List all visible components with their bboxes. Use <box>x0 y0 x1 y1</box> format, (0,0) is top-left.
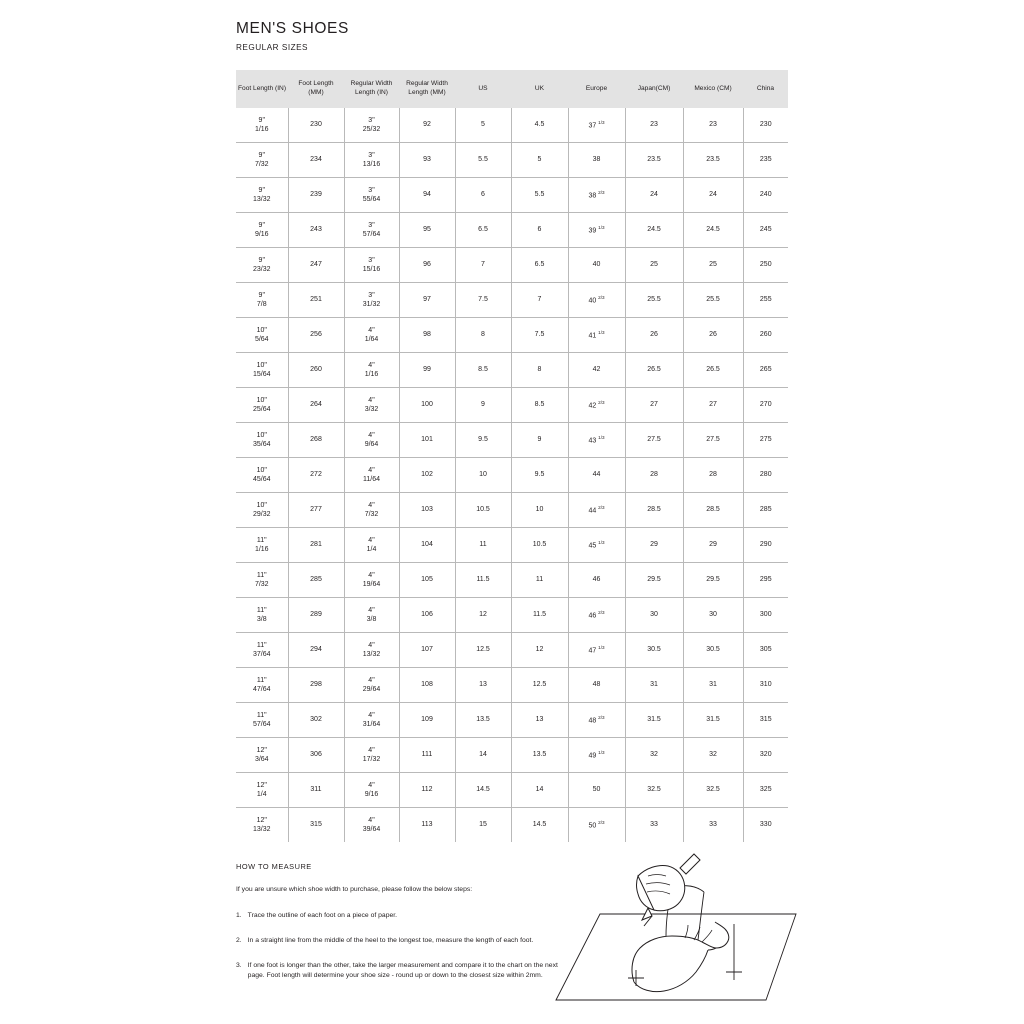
cell-china: 265 <box>743 353 788 388</box>
cell-foot-length-in: 10" 25/64 <box>236 388 288 423</box>
cell-europe: 41 $^{1/3}$ <box>568 318 625 353</box>
cell-japan: 30.5 <box>625 633 683 668</box>
how-to-measure-step <box>236 961 566 981</box>
table-row <box>236 528 788 563</box>
cell-japan: 25.5 <box>625 283 683 318</box>
cell-foot-length-in: 12" 3/64 <box>236 738 288 773</box>
cell-us: 8 <box>455 318 511 353</box>
cell-china: 325 <box>743 773 788 808</box>
cell-mexico: 23.5 <box>683 143 743 178</box>
cell-japan: 25 <box>625 248 683 283</box>
cell-us: 14.5 <box>455 773 511 808</box>
cell-foot-length-mm: 239 <box>288 178 344 213</box>
cell-foot-length-in: 12" 13/32 <box>236 808 288 843</box>
cell-china: 250 <box>743 248 788 283</box>
cell-width-mm: 107 <box>399 633 455 668</box>
cell-uk: 7.5 <box>511 318 568 353</box>
cell-mexico: 25 <box>683 248 743 283</box>
cell-europe: 44 <box>568 458 625 493</box>
cell-japan: 27 <box>625 388 683 423</box>
step-number: 3. <box>236 962 242 970</box>
cell-width-in: 4" 9/64 <box>344 423 399 458</box>
cell-foot-length-in: 9" 1/16 <box>236 108 288 143</box>
cell-japan: 26 <box>625 318 683 353</box>
cell-china: 255 <box>743 283 788 318</box>
cell-foot-length-mm: 277 <box>288 493 344 528</box>
cell-width-in: 4" 31/64 <box>344 703 399 738</box>
cell-uk: 14.5 <box>511 808 568 843</box>
cell-china: 320 <box>743 738 788 773</box>
column-header-europe: Europe <box>568 70 625 108</box>
table-row <box>236 493 788 528</box>
cell-width-mm: 103 <box>399 493 455 528</box>
cell-us: 6.5 <box>455 213 511 248</box>
cell-width-mm: 111 <box>399 738 455 773</box>
cell-china: 305 <box>743 633 788 668</box>
cell-foot-length-in: 10" 45/64 <box>236 458 288 493</box>
column-header-width-in: Regular Width Length (IN) <box>344 70 399 108</box>
cell-width-in: 4" 1/64 <box>344 318 399 353</box>
cell-uk: 5 <box>511 143 568 178</box>
cell-europe: 50 $^{2/3}$ <box>568 808 625 843</box>
cell-china: 330 <box>759 821 772 829</box>
cell-europe: 44 $^{2/3}$ <box>568 493 625 528</box>
cell-japan: 28 <box>625 458 683 493</box>
cell-mexico: 27.5 <box>683 423 743 458</box>
cell-china: 285 <box>743 493 788 528</box>
column-header-foot-length-in: Foot Length (IN) <box>236 70 288 108</box>
cell-us: 12.5 <box>455 633 511 668</box>
cell-foot-length-mm: 294 <box>288 633 344 668</box>
cell-japan: 26.5 <box>625 353 683 388</box>
cell-europe: 49 $^{1/3}$ <box>568 738 625 773</box>
cell-mexico: 28.5 <box>683 493 743 528</box>
cell-width-mm: 108 <box>399 668 455 703</box>
table-row <box>236 423 788 458</box>
cell-width-in: 3" 55/64 <box>344 178 399 213</box>
step-text: If one foot is longer than the other, take the larger measurement and compare it to the chart on the next page. Foot length will determine your shoe size - round up or down to the closest size within 2mm. <box>247 962 558 980</box>
cell-foot-length-mm: 315 <box>288 808 344 843</box>
cell-foot-length-mm: 243 <box>288 213 344 248</box>
cell-foot-length-mm: 260 <box>288 353 344 388</box>
cell-europe: 47 $^{1/3}$ <box>568 633 625 668</box>
cell-foot-length-mm: 256 <box>288 318 344 353</box>
cell-china: 300 <box>743 598 788 633</box>
cell-japan: 32.5 <box>625 773 683 808</box>
cell-us: 13.5 <box>455 703 511 738</box>
cell-uk: 11.5 <box>511 598 568 633</box>
table-row <box>236 108 788 143</box>
cell-width-mm: 99 <box>399 353 455 388</box>
cell-foot-length-in: 11" 1/16 <box>236 528 288 563</box>
cell-foot-length-mm: 302 <box>288 703 344 738</box>
cell-us: 8.5 <box>455 353 511 388</box>
cell-width-in: 4" 1/16 <box>344 353 399 388</box>
cell-mexico: 31.5 <box>683 703 743 738</box>
cell-width-mm: 94 <box>399 178 455 213</box>
cell-width-in: 4" 29/64 <box>344 668 399 703</box>
cell-us: 12 <box>455 598 511 633</box>
cell-foot-length-in: 10" 35/64 <box>236 423 288 458</box>
cell-us: 7 <box>455 248 511 283</box>
cell-width-in: 3" 57/64 <box>344 213 399 248</box>
cell-foot-length-mm: 306 <box>288 738 344 773</box>
cell-europe: 45 $^{1/3}$ <box>568 528 625 563</box>
table-header-row <box>236 70 788 108</box>
cell-uk: 7 <box>511 283 568 318</box>
cell-uk: 6 <box>511 213 568 248</box>
column-header-china: China <box>743 70 788 108</box>
how-to-measure-step <box>236 936 566 946</box>
cell-foot-length-in: 11" 3/8 <box>236 598 288 633</box>
cell-uk: 10 <box>511 493 568 528</box>
cell-mexico: 26.5 <box>683 353 743 388</box>
cell-europe: 38 <box>568 143 625 178</box>
cell-us: 9 <box>455 388 511 423</box>
cell-width-mm: 98 <box>399 318 455 353</box>
how-to-measure-intro: If you are unsure which shoe width to purchase, please follow the below steps: <box>236 886 473 893</box>
cell-uk: 6.5 <box>511 248 568 283</box>
table-row <box>236 388 788 423</box>
cell-width-mm: 93 <box>399 143 455 178</box>
cell-width-in: 3" 13/16 <box>344 143 399 178</box>
cell-width-mm: 112 <box>399 773 455 808</box>
cell-us: 7.5 <box>455 283 511 318</box>
cell-width-in: 4" 19/64 <box>344 563 399 598</box>
cell-foot-length-in: 10" 15/64 <box>236 353 288 388</box>
cell-uk: 5.5 <box>511 178 568 213</box>
cell-japan: 31 <box>625 668 683 703</box>
cell-foot-length-in: 10" 5/64 <box>236 318 288 353</box>
column-header-uk: UK <box>511 70 568 108</box>
cell-mexico: 33 <box>683 808 743 843</box>
cell-width-in: 4" 9/16 <box>344 773 399 808</box>
column-header-japan: Japan(CM) <box>625 70 683 108</box>
how-to-measure-title: HOW TO MEASURE <box>236 862 312 871</box>
cell-uk: 12 <box>511 633 568 668</box>
cell-width-in: 4" 3/8 <box>344 598 399 633</box>
table-row <box>236 143 788 178</box>
cell-japan: 27.5 <box>625 423 683 458</box>
cell-width-mm: 109 <box>399 703 455 738</box>
foot-tracing-illustration <box>548 852 808 1012</box>
cell-foot-length-mm: 289 <box>288 598 344 633</box>
cell-europe: 37 $^{1/3}$ <box>568 108 625 143</box>
cell-europe: 50 <box>568 773 625 808</box>
cell-width-mm: 102 <box>399 458 455 493</box>
table-row <box>236 353 788 388</box>
page-title: MEN'S SHOES <box>236 20 349 37</box>
cell-mexico: 23 <box>683 108 743 143</box>
cell-china: 310 <box>743 668 788 703</box>
cell-japan: 33 <box>625 808 683 843</box>
cell-width-mm: 113 <box>399 808 455 843</box>
step-number: 2. <box>236 937 242 945</box>
table-row <box>236 213 788 248</box>
cell-china: 315 <box>743 703 788 738</box>
cell-uk: 12.5 <box>511 668 568 703</box>
table-row <box>236 248 788 283</box>
step-text: In a straight line from the middle of the heel to the longest toe, measure the length of each foot. <box>247 937 534 945</box>
cell-foot-length-in: 9" 7/32 <box>236 143 288 178</box>
table-row <box>236 178 788 213</box>
table-row <box>236 773 788 808</box>
cell-china: 280 <box>743 458 788 493</box>
cell-mexico: 29.5 <box>683 563 743 598</box>
cell-foot-length-mm: 230 <box>288 108 344 143</box>
cell-japan: 28.5 <box>625 493 683 528</box>
cell-foot-length-mm: 281 <box>288 528 344 563</box>
cell-width-mm: 104 <box>399 528 455 563</box>
cell-foot-length-in: 11" 7/32 <box>236 563 288 598</box>
title-block <box>236 20 349 52</box>
cell-us: 6 <box>455 178 511 213</box>
cell-uk: 14 <box>511 773 568 808</box>
table-row <box>236 808 788 843</box>
cell-uk: 4.5 <box>511 108 568 143</box>
cell-width-mm: 106 <box>399 598 455 633</box>
cell-foot-length-mm: 268 <box>288 423 344 458</box>
step-number: 1. <box>236 911 242 919</box>
cell-foot-length-in: 9" 13/32 <box>236 178 288 213</box>
cell-mexico: 24.5 <box>683 213 743 248</box>
cell-europe: 43 $^{1/3}$ <box>568 423 625 458</box>
cell-mexico: 25.5 <box>683 283 743 318</box>
cell-mexico: 26 <box>683 318 743 353</box>
cell-width-mm: 92 <box>399 108 455 143</box>
cell-foot-length-mm: 234 <box>288 143 344 178</box>
cell-china: 245 <box>743 213 788 248</box>
step-text: Trace the outline of each foot on a piece of paper. <box>247 911 398 919</box>
cell-europe: 42 <box>568 353 625 388</box>
cell-foot-length-in: 9" 23/32 <box>236 248 288 283</box>
cell-foot-length-mm: 264 <box>288 388 344 423</box>
cell-width-in: 4" 3/32 <box>344 388 399 423</box>
table-row <box>236 318 788 353</box>
cell-mexico: 30 <box>683 598 743 633</box>
table-row <box>236 668 788 703</box>
cell-width-mm: 97 <box>399 283 455 318</box>
cell-japan: 23 <box>625 108 683 143</box>
cell-china: 295 <box>743 563 788 598</box>
cell-width-in: 3" 25/32 <box>344 108 399 143</box>
cell-china: 235 <box>743 143 788 178</box>
cell-mexico: 30.5 <box>683 633 743 668</box>
cell-japan: 24 <box>625 178 683 213</box>
table-row <box>236 703 788 738</box>
cell-foot-length-in: 12" 1/4 <box>236 773 288 808</box>
cell-width-in: 4" 13/32 <box>344 633 399 668</box>
cell-foot-length-mm: 311 <box>288 773 344 808</box>
cell-us: 11.5 <box>455 563 511 598</box>
cell-japan: 32 <box>625 738 683 773</box>
cell-foot-length-in: 9" 7/8 <box>236 283 288 318</box>
cell-width-mm: 96 <box>399 248 455 283</box>
cell-mexico: 31 <box>683 668 743 703</box>
cell-foot-length-in: 11" 47/64 <box>236 668 288 703</box>
cell-width-mm: 100 <box>399 388 455 423</box>
cell-china: 270 <box>743 388 788 423</box>
cell-width-in: 4" 11/64 <box>344 458 399 493</box>
table-row <box>236 633 788 668</box>
table-body <box>236 108 788 842</box>
cell-mexico: 29 <box>683 528 743 563</box>
cell-uk: 10.5 <box>511 528 568 563</box>
cell-europe: 40 <box>568 248 625 283</box>
cell-us: 11 <box>455 528 511 563</box>
cell-us: 5 <box>455 108 511 143</box>
cell-japan: 24.5 <box>625 213 683 248</box>
page-subtitle: REGULAR SIZES <box>236 43 309 52</box>
column-header-foot-length-mm: Foot Length (MM) <box>288 70 344 108</box>
cell-foot-length-mm: 285 <box>288 563 344 598</box>
column-header-mexico: Mexico (CM) <box>683 70 743 108</box>
table-row <box>236 738 788 773</box>
cell-us: 15 <box>455 808 511 843</box>
cell-mexico: 32 <box>683 738 743 773</box>
cell-us: 9.5 <box>455 423 511 458</box>
cell-europe: 38 $^{2/3}$ <box>568 178 625 213</box>
cell-mexico: 24 <box>683 178 743 213</box>
how-to-measure-section <box>236 862 566 997</box>
cell-uk: 9.5 <box>511 458 568 493</box>
table-row <box>236 563 788 598</box>
cell-china: 230 <box>743 108 788 143</box>
column-header-width-mm: Regular Width Length (MM) <box>399 70 455 108</box>
cell-width-in: 4" 39/64 <box>344 808 399 843</box>
cell-china: 260 <box>743 318 788 353</box>
cell-width-in: 4" 7/32 <box>344 493 399 528</box>
cell-uk: 9 <box>511 423 568 458</box>
cell-europe: 40 $^{2/3}$ <box>568 283 625 318</box>
column-header-us: US <box>455 70 511 108</box>
cell-us: 10 <box>455 458 511 493</box>
cell-mexico: 28 <box>683 458 743 493</box>
cell-uk: 8 <box>511 353 568 388</box>
cell-japan: 23.5 <box>625 143 683 178</box>
cell-width-in: 4" 1/4 <box>344 528 399 563</box>
cell-width-in: 4" 17/32 <box>344 738 399 773</box>
cell-europe: 46 <box>568 563 625 598</box>
cell-us: 5.5 <box>455 143 511 178</box>
cell-foot-length-in: 11" 57/64 <box>236 703 288 738</box>
table-row <box>236 598 788 633</box>
cell-mexico: 27 <box>683 388 743 423</box>
size-chart-table <box>236 70 788 842</box>
cell-china: 240 <box>743 178 788 213</box>
cell-width-mm: 105 <box>399 563 455 598</box>
cell-foot-length-mm: 247 <box>288 248 344 283</box>
cell-uk: 13.5 <box>511 738 568 773</box>
cell-us: 10.5 <box>455 493 511 528</box>
cell-china: 275 <box>743 423 788 458</box>
cell-mexico: 32.5 <box>683 773 743 808</box>
cell-europe: 48 <box>568 668 625 703</box>
cell-china: 290 <box>743 528 788 563</box>
cell-foot-length-in: 9" 9/16 <box>236 213 288 248</box>
cell-japan: 29.5 <box>625 563 683 598</box>
cell-foot-length-mm: 272 <box>288 458 344 493</box>
table-row <box>236 458 788 493</box>
cell-uk: 8.5 <box>511 388 568 423</box>
cell-uk: 13 <box>511 703 568 738</box>
cell-uk: 11 <box>511 563 568 598</box>
cell-europe: 39 $^{1/3}$ <box>568 213 625 248</box>
cell-europe: 48 $^{2/3}$ <box>568 703 625 738</box>
cell-us: 13 <box>455 668 511 703</box>
cell-japan: 31.5 <box>625 703 683 738</box>
cell-width-in: 3" 15/16 <box>344 248 399 283</box>
cell-europe: 46 $^{2/3}$ <box>568 598 625 633</box>
cell-japan: 29 <box>625 528 683 563</box>
cell-foot-length-mm: 251 <box>288 283 344 318</box>
cell-foot-length-in: 11" 37/64 <box>236 633 288 668</box>
cell-width-in: 3" 31/32 <box>344 283 399 318</box>
cell-width-mm: 95 <box>399 213 455 248</box>
cell-us: 14 <box>455 738 511 773</box>
cell-foot-length-mm: 298 <box>288 668 344 703</box>
cell-japan: 30 <box>625 598 683 633</box>
how-to-measure-step <box>236 911 566 921</box>
cell-width-mm: 101 <box>399 423 455 458</box>
cell-europe: 42 $^{2/3}$ <box>568 388 625 423</box>
table-row <box>236 283 788 318</box>
cell-foot-length-in: 10" 29/32 <box>236 493 288 528</box>
